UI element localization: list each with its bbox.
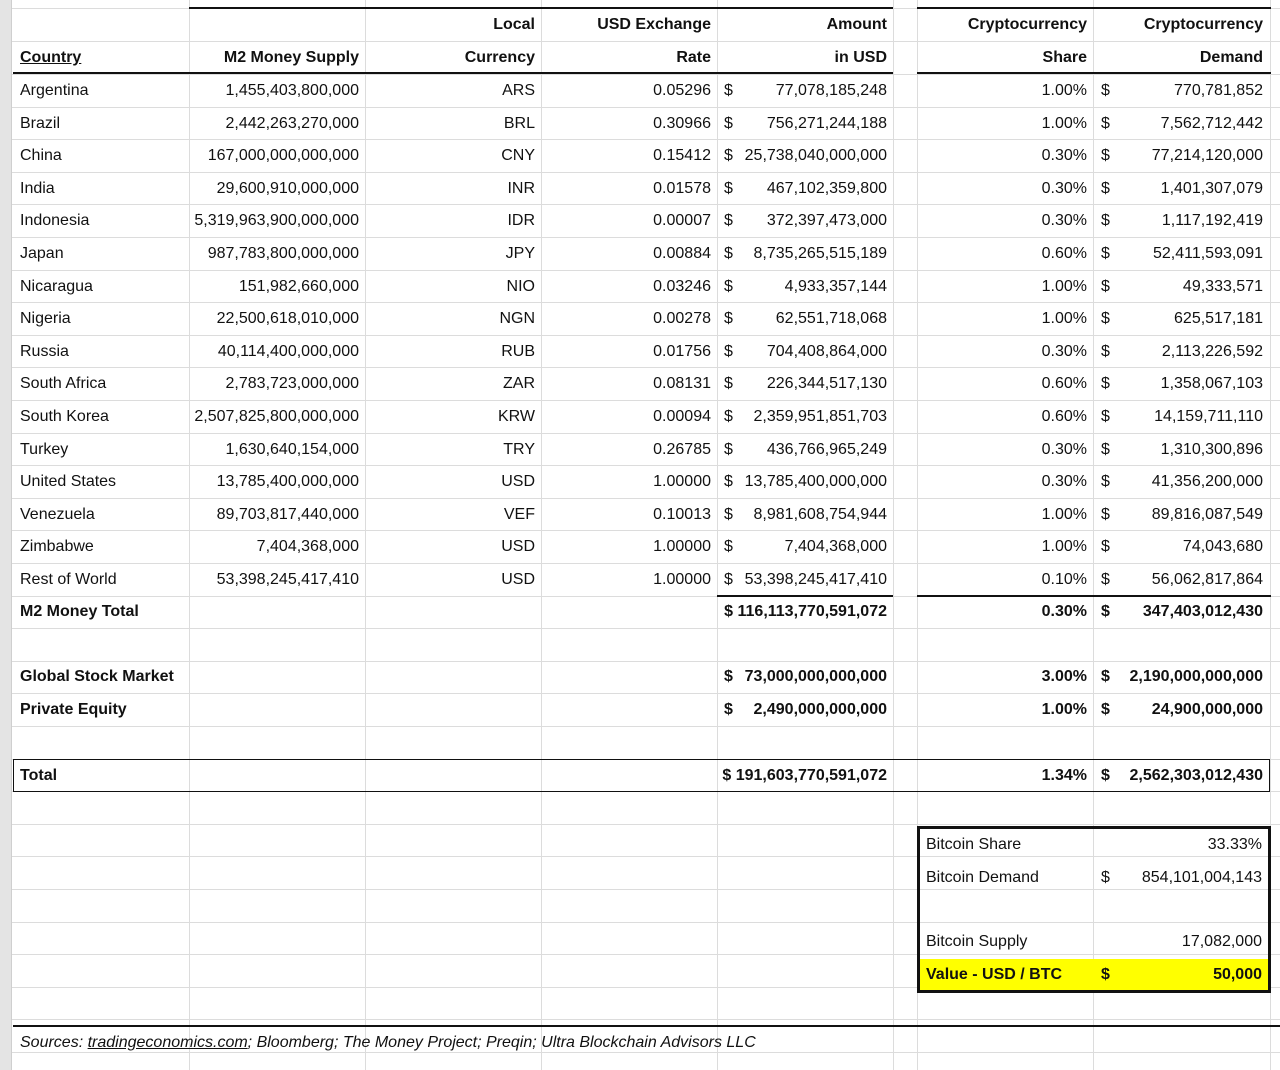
row-m2[interactable]: 2,442,263,270,000	[225, 115, 359, 132]
row-usd-amount[interactable]: 25,738,040,000,000	[744, 147, 887, 164]
row-crypto-demand[interactable]: 1,401,307,079	[1160, 180, 1263, 197]
row-usd-amount[interactable]: 372,397,473,000	[766, 212, 887, 229]
m2-total-dollar: $	[1101, 603, 1110, 620]
row-gridline	[12, 400, 1280, 401]
row-usd-amount[interactable]: 704,408,864,000	[766, 343, 887, 360]
row-usd-dollar: $	[724, 506, 733, 523]
btc-value-dollar: $	[1101, 966, 1110, 983]
row-country[interactable]: Indonesia	[20, 212, 90, 229]
row-currency[interactable]: NGN	[499, 310, 535, 327]
row-gridline	[12, 628, 1280, 629]
row-currency[interactable]: INR	[507, 180, 535, 197]
row-fx-rate[interactable]: 0.26785	[653, 441, 711, 458]
total-demand[interactable]: 2,562,303,012,430	[1129, 767, 1263, 784]
row-usd-dollar: $	[724, 408, 733, 425]
row-fx-rate[interactable]: 0.01578	[653, 180, 711, 197]
sources-note	[20, 1034, 756, 1052]
row-crypto-share[interactable]: 0.30%	[1041, 212, 1087, 229]
row-crypto-share[interactable]: 1.00%	[1041, 278, 1087, 295]
m2-total-label[interactable]: M2 Money Total	[20, 603, 139, 620]
row-gridline	[12, 367, 1280, 368]
row-fx-rate[interactable]: 0.00094	[653, 408, 711, 425]
row-usd-dollar: $	[724, 180, 733, 197]
border-rule	[917, 72, 1271, 74]
row-gridline	[12, 107, 1280, 108]
row-gridline	[12, 172, 1280, 173]
pe-demand[interactable]: 24,900,000,000	[1151, 701, 1263, 718]
row-m2[interactable]: 2,783,723,000,000	[225, 375, 359, 392]
sources-prefix: Sources:	[20, 1034, 88, 1051]
row-country[interactable]: Nicaragua	[20, 278, 93, 295]
row-usd-dollar: $	[724, 441, 733, 458]
row-fx-rate[interactable]: 0.10013	[653, 506, 711, 523]
row-fx-rate[interactable]: 0.00278	[653, 310, 711, 327]
row-fx-rate[interactable]: 1.00000	[653, 473, 711, 490]
row-gutter	[0, 0, 12, 1070]
row-crypto-demand[interactable]: 1,117,192,419	[1161, 212, 1263, 229]
pe-share[interactable]: 1.00%	[1041, 701, 1087, 718]
row-m2[interactable]: 40,114,400,000,000	[217, 343, 359, 360]
row-usd-dollar: $	[724, 212, 733, 229]
row-crypto-demand[interactable]: 14,159,711,110	[1154, 408, 1263, 425]
row-demand-dollar: $	[1101, 212, 1110, 229]
border-rule	[917, 7, 1271, 9]
row-currency[interactable]: NIO	[506, 278, 535, 295]
row-gridline	[12, 530, 1280, 531]
row-currency[interactable]: CNY	[501, 147, 535, 164]
row-demand-dollar: $	[1101, 147, 1110, 164]
row-currency[interactable]: BRL	[503, 115, 535, 132]
border-rule	[917, 595, 1271, 597]
row-demand-dollar: $	[1101, 115, 1110, 132]
border-rule	[13, 1025, 1280, 1027]
row-country[interactable]: South Africa	[20, 375, 107, 392]
row-usd-dollar: $	[724, 538, 733, 555]
row-m2[interactable]: 29,600,910,000,000	[216, 180, 359, 197]
header-share-bottom[interactable]: Share	[1042, 49, 1087, 66]
sources-link[interactable]: tradingeconomics.com	[87, 1034, 248, 1051]
row-gridline	[12, 237, 1280, 238]
row-crypto-share[interactable]: 1.00%	[1041, 115, 1087, 132]
row-crypto-share[interactable]: 0.60%	[1041, 245, 1087, 262]
row-crypto-share[interactable]: 0.30%	[1041, 147, 1087, 164]
btc-share-value[interactable]: 33.33%	[1207, 836, 1262, 853]
row-m2[interactable]: 167,000,000,000,000	[207, 147, 359, 164]
row-gridline	[12, 726, 1280, 727]
row-m2[interactable]: 1,630,640,154,000	[225, 441, 359, 458]
row-usd-dollar: $	[724, 375, 733, 392]
row-country[interactable]: Japan	[20, 245, 64, 262]
row-fx-rate[interactable]: 0.15412	[653, 147, 711, 164]
row-crypto-share[interactable]: 0.30%	[1041, 343, 1087, 360]
row-demand-dollar: $	[1101, 180, 1110, 197]
row-crypto-demand[interactable]: 7,562,712,442	[1160, 115, 1263, 132]
row-m2[interactable]: 151,982,660,000	[238, 278, 359, 295]
row-demand-dollar: $	[1101, 441, 1110, 458]
row-country[interactable]: Argentina	[20, 82, 89, 99]
row-gridline	[12, 302, 1280, 303]
row-demand-dollar: $	[1101, 343, 1110, 360]
row-gridline	[12, 270, 1280, 271]
row-gridline	[12, 563, 1280, 564]
row-usd-amount[interactable]: 436,766,965,249	[766, 441, 887, 458]
row-gridline	[12, 465, 1280, 466]
row-usd-amount[interactable]: 2,359,951,851,703	[753, 408, 887, 425]
row-usd-amount[interactable]: 7,404,368,000	[784, 538, 887, 555]
stock-share[interactable]: 3.00%	[1041, 668, 1087, 685]
row-crypto-demand[interactable]: 1,310,300,896	[1160, 441, 1263, 458]
header-demand-bottom[interactable]: Demand	[1199, 49, 1263, 66]
row-usd-amount[interactable]: 13,785,400,000,000	[744, 473, 887, 490]
header-amount-top[interactable]: Amount	[826, 16, 887, 33]
row-currency[interactable]: IDR	[507, 212, 535, 229]
row-crypto-demand[interactable]: 74,043,680	[1182, 538, 1263, 555]
total-share[interactable]: 1.34%	[1041, 767, 1087, 784]
row-country[interactable]: Venezuela	[20, 506, 95, 523]
row-crypto-share[interactable]: 0.60%	[1041, 408, 1087, 425]
stock-dollar: $	[1101, 668, 1110, 685]
row-country[interactable]: China	[20, 147, 62, 164]
row-country[interactable]: Russia	[20, 343, 69, 360]
row-crypto-share[interactable]: 0.10%	[1041, 571, 1087, 588]
row-usd-amount[interactable]: 53,398,245,417,410	[744, 571, 887, 588]
row-m2[interactable]: 7,404,368,000	[256, 538, 359, 555]
row-fx-rate[interactable]: 0.30966	[653, 115, 711, 132]
row-gridline	[12, 693, 1280, 694]
row-crypto-share[interactable]: 0.60%	[1041, 375, 1087, 392]
row-crypto-demand[interactable]: 625,517,181	[1174, 310, 1263, 327]
row-fx-rate[interactable]: 0.08131	[653, 375, 711, 392]
m2-total-demand[interactable]: 347,403,012,430	[1142, 603, 1263, 620]
row-usd-amount[interactable]: 62,551,718,068	[775, 310, 887, 327]
row-usd-dollar: $	[724, 310, 733, 327]
stock-usd-dollar: $	[724, 668, 733, 685]
row-usd-dollar: $	[724, 473, 733, 490]
row-usd-amount[interactable]: 756,271,244,188	[766, 115, 887, 132]
row-currency[interactable]: JPY	[505, 245, 535, 262]
row-crypto-demand[interactable]: 56,062,817,864	[1151, 571, 1263, 588]
m2-total-usd[interactable]: $ 116,113,770,591,072	[724, 603, 887, 620]
column-gridline	[717, 0, 718, 1070]
row-usd-amount[interactable]: 77,078,185,248	[775, 82, 887, 99]
row-gridline	[12, 824, 1280, 825]
row-fx-rate[interactable]: 0.01756	[653, 343, 711, 360]
row-gridline	[12, 41, 1280, 42]
row-usd-dollar: $	[724, 571, 733, 588]
row-demand-dollar: $	[1101, 245, 1110, 262]
row-crypto-share[interactable]: 1.00%	[1041, 506, 1087, 523]
row-m2[interactable]: 987,783,800,000,000	[207, 245, 359, 262]
row-usd-dollar: $	[724, 343, 733, 360]
row-demand-dollar: $	[1101, 82, 1110, 99]
row-usd-dollar: $	[724, 147, 733, 164]
row-usd-amount[interactable]: 4,933,357,144	[784, 278, 887, 295]
row-demand-dollar: $	[1101, 473, 1110, 490]
row-crypto-demand[interactable]: 49,333,571	[1182, 278, 1263, 295]
total-usd[interactable]: $ 191,603,770,591,072	[722, 767, 887, 784]
row-demand-dollar: $	[1101, 571, 1110, 588]
row-currency[interactable]: VEF	[503, 506, 535, 523]
row-demand-dollar: $	[1101, 278, 1110, 295]
row-usd-dollar: $	[724, 245, 733, 262]
row-gridline	[12, 433, 1280, 434]
row-currency[interactable]: KRW	[497, 408, 535, 425]
row-country[interactable]: South Korea	[20, 408, 109, 425]
row-crypto-share[interactable]: 1.00%	[1041, 310, 1087, 327]
row-demand-dollar: $	[1101, 408, 1110, 425]
row-crypto-demand[interactable]: 52,411,593,091	[1152, 245, 1263, 262]
row-gridline	[12, 1052, 1280, 1053]
pe-usd[interactable]: 2,490,000,000,000	[753, 701, 887, 718]
row-usd-amount[interactable]: 467,102,359,800	[766, 180, 887, 197]
total-dollar: $	[1101, 767, 1110, 784]
btc-demand-value[interactable]: 854,101,004,143	[1141, 869, 1262, 886]
row-m2[interactable]: 53,398,245,417,410	[216, 571, 359, 588]
row-currency[interactable]: USD	[501, 538, 535, 555]
pe-dollar: $	[1101, 701, 1110, 718]
row-crypto-share[interactable]: 1.00%	[1041, 82, 1087, 99]
row-country[interactable]: Zimbabwe	[20, 538, 94, 555]
row-demand-dollar: $	[1101, 506, 1110, 523]
row-fx-rate[interactable]: 1.00000	[653, 571, 711, 588]
column-gridline	[365, 0, 366, 1070]
row-gridline	[12, 204, 1280, 205]
row-demand-dollar: $	[1101, 310, 1110, 327]
row-gridline	[12, 139, 1280, 140]
m2-total-share[interactable]: 0.30%	[1041, 603, 1087, 620]
row-usd-amount[interactable]: 226,344,517,130	[766, 375, 887, 392]
row-gridline	[12, 498, 1280, 499]
btc-value-label[interactable]: Value - USD / BTC	[926, 966, 1063, 983]
row-fx-rate[interactable]: 0.00007	[653, 212, 711, 229]
column-gridline	[189, 0, 190, 1070]
btc-demand-dollar: $	[1101, 869, 1110, 886]
row-fx-rate[interactable]: 0.03246	[653, 278, 711, 295]
header-fx-top[interactable]: USD Exchange	[597, 16, 711, 33]
row-currency[interactable]: RUB	[501, 343, 535, 360]
row-m2[interactable]: 13,785,400,000,000	[216, 473, 359, 490]
row-fx-rate[interactable]: 0.00884	[653, 245, 711, 262]
btc-supply-value[interactable]: 17,082,000	[1181, 933, 1262, 950]
row-usd-amount[interactable]: 8,981,608,754,944	[753, 506, 887, 523]
border-rule	[189, 72, 893, 74]
row-crypto-share[interactable]: 0.30%	[1041, 441, 1087, 458]
row-m2[interactable]: 5,319,963,900,000,000	[194, 212, 359, 229]
row-crypto-demand[interactable]: 2,113,226,592	[1161, 343, 1263, 360]
stock-label[interactable]: Global Stock Market	[20, 668, 174, 685]
btc-value-value[interactable]: 50,000	[1213, 966, 1262, 983]
row-usd-dollar: $	[724, 115, 733, 132]
row-demand-dollar: $	[1101, 375, 1110, 392]
row-crypto-demand[interactable]: 89,816,087,549	[1151, 506, 1263, 523]
border-rule	[717, 595, 893, 597]
row-crypto-share[interactable]: 0.30%	[1041, 473, 1087, 490]
row-m2[interactable]: 1,455,403,800,000	[225, 82, 359, 99]
header-demand-top[interactable]: Cryptocurrency	[1143, 16, 1263, 33]
row-crypto-demand[interactable]: 1,358,067,103	[1160, 375, 1263, 392]
row-country[interactable]: United States	[20, 473, 117, 490]
row-currency[interactable]: USD	[501, 473, 535, 490]
btc-demand-label[interactable]: Bitcoin Demand	[926, 869, 1039, 886]
row-usd-dollar: $	[724, 278, 733, 295]
header-local-bottom[interactable]: Currency	[464, 49, 535, 66]
pe-usd-dollar: $	[724, 701, 733, 718]
header-fx-bottom[interactable]: Rate	[676, 49, 711, 66]
header-local-top[interactable]: Local	[493, 16, 535, 33]
row-country[interactable]: India	[20, 180, 55, 197]
pe-label[interactable]: Private Equity	[20, 701, 127, 718]
total-label[interactable]: Total	[20, 767, 58, 784]
row-demand-dollar: $	[1101, 538, 1110, 555]
row-gridline	[12, 335, 1280, 336]
row-crypto-demand[interactable]: 41,356,200,000	[1151, 473, 1263, 490]
header-amount-bottom[interactable]: in USD	[834, 49, 887, 66]
header-country[interactable]: Country	[20, 49, 82, 66]
row-m2[interactable]: 2,507,825,800,000,000	[194, 408, 359, 425]
row-crypto-demand[interactable]: 77,214,120,000	[1151, 147, 1263, 164]
row-currency[interactable]: USD	[501, 571, 535, 588]
stock-demand[interactable]: 2,190,000,000,000	[1129, 668, 1263, 685]
row-usd-amount[interactable]: 8,735,265,515,189	[753, 245, 887, 262]
row-country[interactable]: Rest of World	[20, 571, 117, 588]
row-gridline	[12, 1019, 1280, 1020]
row-fx-rate[interactable]: 0.05296	[653, 82, 711, 99]
border-rule	[189, 7, 893, 9]
row-m2[interactable]: 22,500,618,010,000	[216, 310, 359, 327]
row-crypto-demand[interactable]: 770,781,852	[1174, 82, 1263, 99]
btc-supply-label[interactable]: Bitcoin Supply	[926, 933, 1028, 950]
row-gridline	[12, 74, 1280, 75]
row-country[interactable]: Brazil	[20, 115, 61, 132]
row-m2[interactable]: 89,703,817,440,000	[216, 506, 359, 523]
row-usd-dollar: $	[724, 82, 733, 99]
stock-usd[interactable]: 73,000,000,000,000	[744, 668, 887, 685]
row-country[interactable]: Turkey	[20, 441, 69, 458]
row-fx-rate[interactable]: 1.00000	[653, 538, 711, 555]
row-currency[interactable]: TRY	[503, 441, 535, 458]
row-currency[interactable]: ARS	[502, 82, 535, 99]
row-country[interactable]: Nigeria	[20, 310, 71, 327]
border-rule	[13, 72, 189, 74]
column-gridline	[541, 0, 542, 1070]
sources-rest: ; Bloomberg; The Money Project; Preqin; Ultra Blockchain Advisors LLC	[247, 1034, 756, 1051]
btc-share-label[interactable]: Bitcoin Share	[926, 836, 1022, 853]
header-share-top[interactable]: Cryptocurrency	[967, 16, 1087, 33]
row-crypto-share[interactable]: 0.30%	[1041, 180, 1087, 197]
row-currency[interactable]: ZAR	[503, 375, 535, 392]
column-gridline	[893, 0, 894, 1070]
row-crypto-share[interactable]: 1.00%	[1041, 538, 1087, 555]
header-m2[interactable]: M2 Money Supply	[223, 49, 359, 66]
row-gridline	[12, 661, 1280, 662]
